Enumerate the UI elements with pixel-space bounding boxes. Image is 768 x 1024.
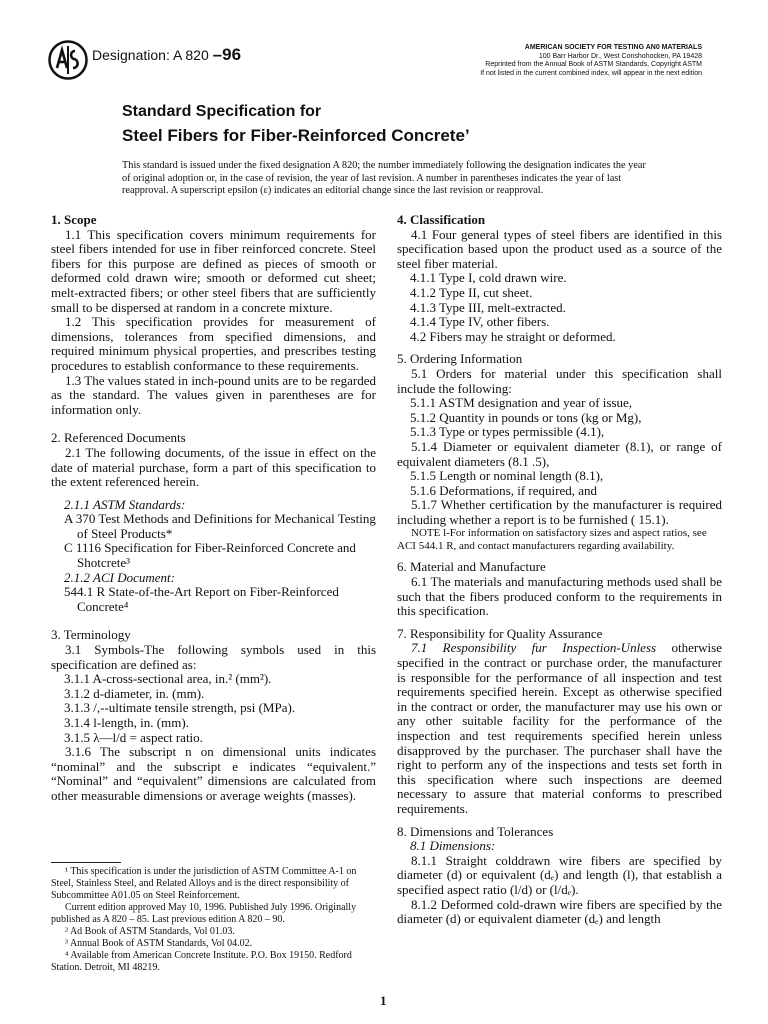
paragraph: 3.1 Symbols-The following symbols used in this specification are defined as: [51,642,376,672]
section-heading: 4. Classification [397,212,486,227]
publisher-line: 100 Barr Harbor Dr., West Conshohocken, PA 19428 [538,52,702,60]
paragraph: 5.1.4 Diameter or equivalent diameter (8.1), or range of equivalent diameters (8.1 .5), [397,438,722,469]
footnote: Current edition approved May 10, 1996. Published July 1996. Originally published as A 820 – 85. Last previous edition A 820 – 90. [51,902,357,925]
paragraph: 5.1.2 Quantity in pounds or tons (kg or Mg), [410,409,642,425]
paragraph: 4.1.4 Type IV, other fibers. [410,314,550,330]
section-heading: 8. Dimensions and Tolerances [397,823,554,839]
paragraph: 2.1 The following documents, of the issue in effect on the date of material purchase, form a part of this specification to the extent referenced herein. [51,444,376,490]
paragraph: 5.1.3 Type or types permissible (4.1), [410,424,605,440]
section-heading: 1. Scope [51,212,97,227]
paragraph: 5.1.1 ASTM designation and year of issue, [410,395,633,411]
section-heading: 3. Terminology [51,627,131,643]
publisher-line: AMERICAN SOCIETY FOR TESTING AN0 MATERIALS [524,44,702,51]
title-line-1: Standard Specification for [122,103,322,120]
designation-label: Designation: A 820 [92,47,209,63]
note: NOTE l-For information on satisfactory sizes and aspect ratios, see ACI 544.1 R, and contact manufacturers regarding availability. [397,527,707,552]
paragraph: 5.1 Orders for material under this specification shall include the following: [397,365,722,396]
paragraph: 3.1.1 A-cross-sectional area, in.² (mm²). [64,671,272,687]
right-column [397,213,722,927]
paragraph: 4.1.3 Type III, melt-extracted. [410,299,566,315]
document-title [122,100,470,148]
paragraph: 8.1 Dimensions: [410,838,496,854]
paragraph: 1.3 The values stated in inch-pound units are to be regarded as the standard. The values given in parentheses are for information only. [51,372,376,417]
paragraph: 5.1.7 Whether certification by the manufacturer is required including whether a report is to be furnished ( 15.1). [397,497,722,527]
astm-logo [48,40,88,80]
paragraph: 5.1.6 Deformations, if required, and [410,482,598,498]
paragraph: 1.2 This specification provides for measurement of dimensions, tolerances from specified dimensions, and required minimum physical properties, and prescribes testing procedures to establish conformance to these requirements. [51,314,376,373]
footnotes [51,866,376,974]
footnote: ³ Annual Book of ASTM Standards, Vol 04.02. [65,938,253,949]
reference-item: A 370 Test Methods and Definitions for Mechanical Testing of Steel Products* [64,511,376,541]
paragraph: 4.1.1 Type I, cold drawn wire. [410,270,567,286]
publisher-block [480,44,702,78]
paragraph: 8.1.2 Deformed cold-drawn wire fibers are specified by the diameter (d) or equivalent diameter (dₑ) and length [397,896,722,927]
footnote: ⁴ Available from American Concrete Institute. P.O. Box 19150. Redford Station. Detroit, MI 48219. [51,950,352,973]
paragraph-body: otherwise specified in the contract or purchase order, the manufacturer is responsible for the performance of all inspection and test requirements specified herein. Except as otherwise specified in the contract or order, the manufacturer may use his own or any other suitable facility for the performance of the inspection and test requirements specified herein unless disapproved by the purchaser. The purchaser shall have the right to perform any of the inspections and tests set forth in this specification where such inspections are deemed necessary to assure that material conforms to prescribed requirements. [397,640,722,816]
footnote: ² Ad Book of ASTM Standards, Vol 01.03. [65,926,235,937]
paragraph: 3.1.6 The subscript n on dimensional units indicates “nominal” and the subscript e indicates “equivalent.” “Nominal” and “equivalent” dimensions are calculated from other measurable dimensions or average weights (masses). [51,744,376,803]
paragraph [397,641,722,816]
footnote: ¹ This specification is under the jurisdiction of ASTM Committee A-1 on Steel, Stainless Steel, and Related Alloys and is the direct responsibility of Subcommittee A01.05 on Steel Reinforcement. [51,866,357,901]
designation [92,45,241,65]
paragraph: 4.1 Four general types of steel fibers are identified in this specification based upon the product used as a source of the steel fiber material. [397,226,722,271]
reference-item: 544.1 R State-of-the-Art Report on Fiber-Reinforced Concrete⁴ [64,584,339,614]
paragraph: 2.1.1 ASTM Standards: [64,496,186,512]
paragraph: 3.1.3 /,--ultimate tensile strength, psi (MPa). [64,700,296,716]
publisher-line: If not listed in the current combined index, will appear in the next edition [480,69,702,77]
issuance-notice: This standard is issued under the fixed designation A 820; the number immediately following the designation indicates the year of original adoption or, in the case of revision, the year of last revision. A number in parentheses indicates the year of last reapproval. A superscript epsilon (ε) indicates an editorial change since the last revision or reapproval. [122,160,646,196]
section-heading: 5. Ordering Information [397,351,523,367]
section-heading: 2. Referenced Documents [51,430,186,446]
paragraph: 4.1.2 Type II, cut sheet. [410,284,533,300]
paragraph: 3.1.4 l-length, in. (mm). [64,715,189,730]
paragraph: 2.1.2 ACI Document: [64,569,175,585]
paragraph: 6.1 The materials and manufacturing methods used shall be such that the fibers produced conform to the requirements in this specification. [397,574,722,619]
paragraph: 5.1.5 Length or nominal length (8.1), [410,468,604,484]
designation-number: –96 [212,45,242,64]
left-column [51,213,376,804]
reference-item: C 1116 Specification for Fiber-Reinforced Concrete and Shotcrete³ [64,540,356,571]
paragraph: 8.1.1 Straight colddrawn wire fibers are specified by diameter (d) or equivalent (dₑ) and length (l), that establish a specified aspect ratio (l/d) or (l/dₑ). [397,852,722,897]
paragraph: 1.1 This specification covers minimum requirements for steel fibers intended for use in fiber reinforced concrete. Steel fibers for this purpose are defined as pieces of smooth or deformed cold drawn wire; smooth or deformed cut sheet; melt-extracted fibers; or other steel fibers that are sufficiently small to be dispersed at random in a concrete mixture. [51,226,376,315]
section-heading: 7. Responsibility for Quality Assurance [397,625,603,641]
footnote-rule [51,862,121,863]
publisher-line: Reprinted from the Annual Book of ASTM Standards, Copyright ASTM [485,61,702,68]
title-line-2: Steel Fibers for Fiber-Reinforced Concrete’ [122,126,470,145]
paragraph: 4.2 Fibers may he straight or deformed. [410,328,616,344]
section-heading: 6. Material and Manufacture [397,559,546,575]
paragraph: 3.1.2 d-diameter, in. (mm). [64,685,205,701]
paragraph: 3.1.5 λ—l/d = aspect ratio. [64,729,203,745]
page-number: 1 [380,993,387,1008]
paragraph-lead: 7.1 Responsibility fur Inspection-Unless [411,640,657,656]
